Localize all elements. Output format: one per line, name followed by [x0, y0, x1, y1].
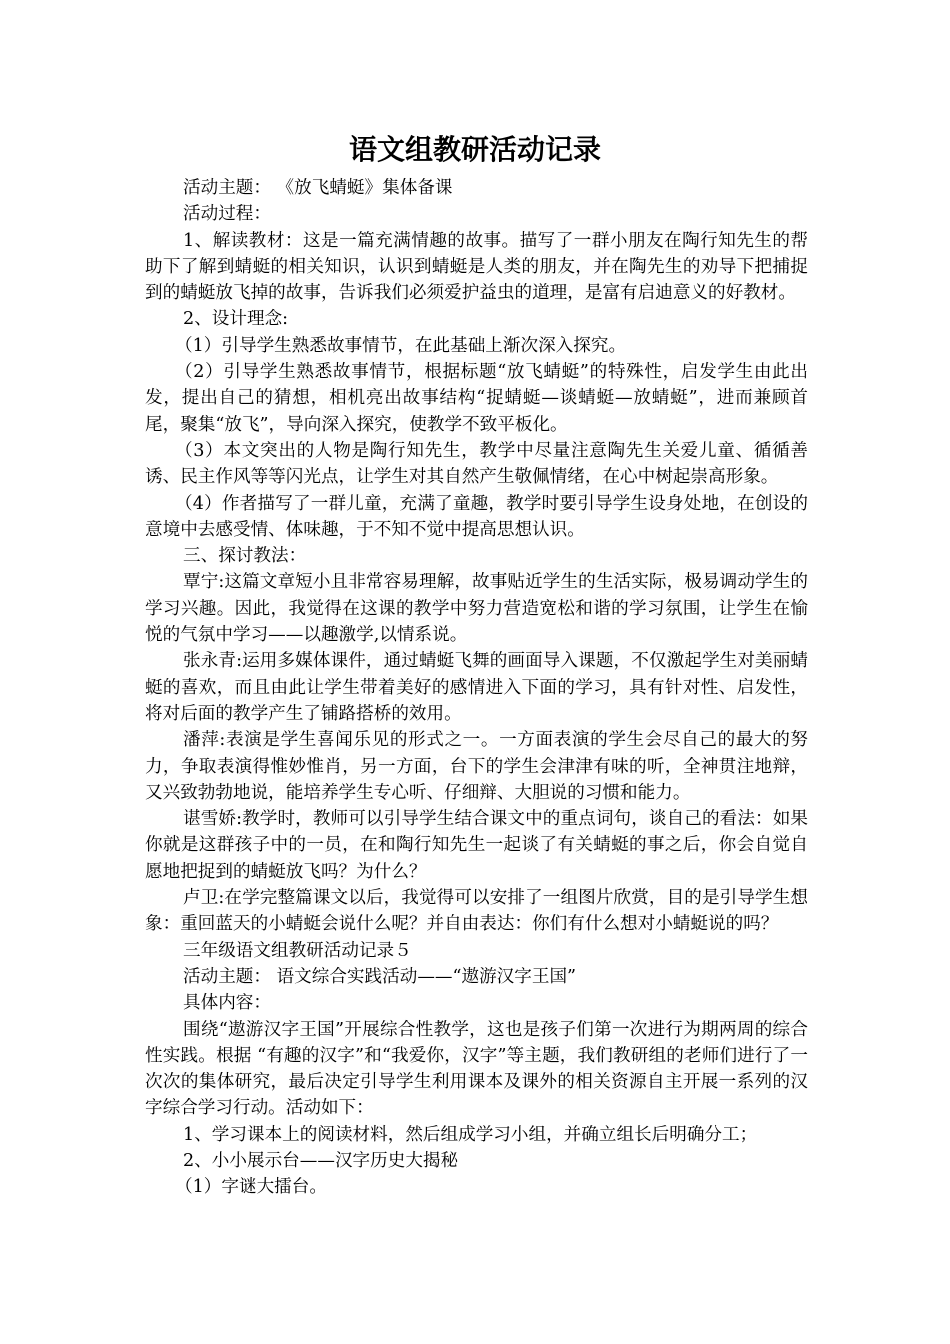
- page-title: 语文组教研活动记录: [348, 133, 601, 166]
- paragraph: 围绕“遨游汉字王国”开展综合性教学，这也是孩子们第一次进行为期两周的综合性实践。根据 “有趣的汉字”和“我爱你，汉字”等主题，我们教研组的老师们进行了一次次的集体研究，最后决定引导学生利用课本及课外的相关资源自主开展一系列的汉字综合学习行动。活动如下：: [145, 1019, 808, 1119]
- section-heading: 三年级语文组教研活动记录５: [183, 940, 412, 961]
- paragraph: 卢卫:在学完整篇课文以后，我觉得可以安排了一组图片欣赏，目的是引导学生想象：重回蓝天的小蜻蜓会说什么呢？并自由表达：你们有什么想对小蜻蜓说的吗？: [145, 888, 808, 935]
- paragraph: 谌雪娇:教学时，教师可以引导学生结合课文中的重点词句，谈自己的看法：如果你就是这群孩子中的一员，在和陶行知先生一起谈了有关蜻蜓的事之后，你会自觉自愿地把捉到的蜻蜓放飞吗？为什么？: [145, 809, 808, 882]
- paragraph: （4）作者描写了一群儿童，充满了童趣，教学时要引导学生设身处地，在创设的意境中去感受情、体味趣，于不知不觉中提高思想认识。: [145, 493, 808, 540]
- paragraph: 活动过程：: [183, 204, 271, 225]
- paragraph: 2、小小展示台——汉字历史大揭秘: [183, 1150, 459, 1171]
- paragraph: 2、设计理念:: [183, 309, 289, 330]
- paragraph: 活动主题： 《放飞蜻蜓》集体备课: [183, 178, 453, 198]
- paragraph: 三、探讨教法：: [183, 546, 307, 567]
- paragraph: （1）引导学生熟悉故事情节，在此基础上渐次深入探究。: [175, 335, 627, 356]
- paragraph: 1、解读教材：这是一篇充满情趣的故事。描写了一群小朋友在陶行知先生的帮助下了解到蜻蜓的相关知识，认识到蜻蜓是人类的朋友，并在陶先生的劝导下把捕捉到的蜻蜓放飞掉的故事，告诉我们必须爱护益虫的道理，是富有启迪意义的好教材。: [145, 230, 808, 304]
- paragraph: （3）本文突出的人物是陶行知先生，教学中尽量注意陶先生关爱儿童、循循善诱、民主作风等等闪光点，让学生对其自然产生敬佩情绪，在心中树起崇高形象。: [145, 440, 808, 488]
- paragraph: 覃宁:这篇文章短小且非常容易理解，故事贴近学生的生活实际，极易调动学生的学习兴趣。因此，我觉得在这课的教学中努力营造宽松和谐的学习氛围，让学生在愉悦的气氛中学习——以趣激学,以情系说。: [145, 572, 808, 646]
- paragraph: 潘萍:表演是学生喜闻乐见的形式之一。一方面表演的学生会尽自己的最大的努力，争取表演得惟妙惟肖，另一方面，台下的学生会津津有味的听，全神贯注地辩，又兴致勃勃地说，能培养学生专心听、仔细辩、大胆说的习惯和能力。: [145, 730, 808, 803]
- paragraph: 具体内容：: [183, 993, 271, 1014]
- paragraph: 1、学习课本上的阅读材料，然后组成学习小组，并确立组长后明确分工；: [183, 1124, 758, 1145]
- paragraph: 张永青:运用多媒体课件，通过蜻蜓飞舞的画面导入课题，不仅激起学生对美丽蜻蜓的喜欢，而且由此让学生带着美好的感情进入下面的学习，具有针对性、启发性，将对后面的教学产生了铺路搭桥的效用。: [145, 651, 808, 724]
- document-body: [145, 175, 808, 1201]
- paragraph: （2）引导学生熟悉故事情节，根据标题“放飞蜻蜓”的特殊性，启发学生由此出发，提出自己的猜想，相机亮出故事结构“捉蜻蜓—谈蜻蜓—放蜻蜓”，进而兼顾首尾，聚集“放飞”，导向深入探究，使教学不致平板化。: [145, 362, 808, 435]
- paragraph: 活动主题： 语文综合实践活动——“遨游汉字王国”: [183, 966, 577, 987]
- paragraph: （1）字谜大擂台。: [175, 1177, 327, 1198]
